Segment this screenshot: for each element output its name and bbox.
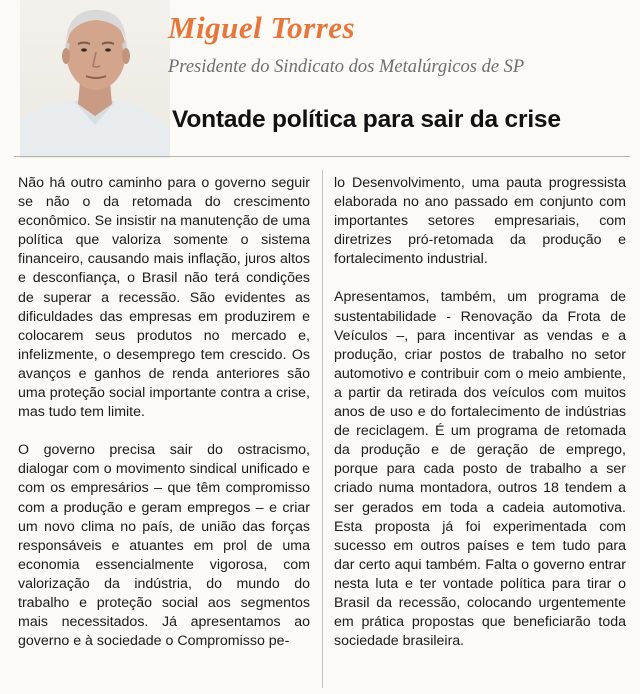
article-right-column (334, 174, 626, 651)
author-name: Miguel Torres (168, 10, 356, 45)
paragraph: Não há outro caminho para o governo seguir se não o da retomada do crescimento econômico. Se insistir na manutenção de uma política que valoriza somente o sistema financeiro, causando mais inflação, juros altos e desconfiança, o Brasil não terá condições de superar a recessão. São evidentes as dificuldades das empresas em produzirem e colocarem seus produtos no mercado e, infelizmente, o desemprego tem crescido. Os avanços e ganhos de renda anteriores são uma proteção social importante contra a crise, mas tudo tem limite. (18, 175, 310, 421)
paragraph: lo Desenvolvimento, uma pauta progressista elaborada no ano passado em conjunto com importantes setores empresariais, com diretrizes pró-retomada da produção e fortalecimento industrial. (334, 175, 626, 268)
article-header (0, 0, 640, 160)
paragraph: Apresentamos, também, um programa de sustentabilidade - Renovação da Frota de Veículos –, para incentivar as vendas e a produção, criar postos de trabalho no setor automotivo e contribuir com o meio ambiente, a partir da retirada dos veículos com muitos anos de uso e do fortalecimento de indústrias de reciclagem. É um programa de retomada da produção e de geração de emprego, porque para cada posto de trabalho a ser criado numa montadora, outros 18 tendem a ser gerados em toda a cadeia automotiva. Esta proposta já foi experimentada com sucesso em outros países e tem tudo para dar certo aqui também. Falta o governo entrar nesta luta e ter vontade política para tirar o Brasil da recessão, colocando urgentemente em prática propostas que beneficiarão toda sociedade brasileira. (334, 289, 626, 650)
header-divider (14, 156, 630, 157)
column-divider (322, 170, 323, 688)
paragraph: O governo precisa sair do ostracismo, dialogar com o movimento sindical unificado e com os empresários – que têm compromisso com a produção e geram empregos – e criar um novo clima no país, de união das forças responsáveis e atuantes em prol de uma economia essencialmente vigorosa, com valorização da indústria, do mundo do trabalho e proteção social aos segmentos mais necessitados. Já apresentamos ao governo e à sociedade o Compromisso pe- (18, 442, 310, 650)
article-left-column (18, 174, 310, 651)
author-photo (20, 0, 170, 158)
author-role: Presidente do Sindicato dos Metalúrgicos de SP (168, 57, 525, 77)
article-headline: Vontade política para sair da crise (172, 106, 561, 133)
